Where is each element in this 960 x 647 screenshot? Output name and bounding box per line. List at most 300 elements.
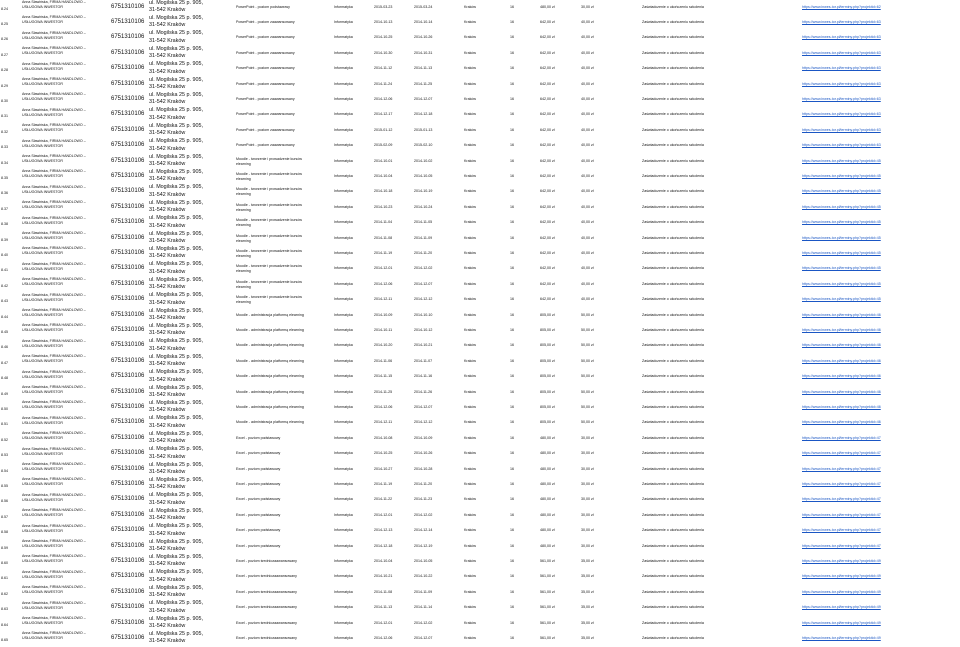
- certificate-type: Zaświadczenie o ukończeniu szkolenia: [642, 127, 704, 132]
- company-address: [149, 600, 235, 615]
- course-vat: 50,00 zł: [581, 327, 594, 332]
- course-name: Moodle - administracja platformą elearning: [236, 420, 304, 425]
- company-nip: 6751310106: [111, 34, 145, 41]
- company-name-line1: Anna Sławińska, FIRMA HANDLOWO –: [22, 231, 86, 235]
- course-link[interactable]: https://www.inwes-tor.pl/terminy.php?projektid=63: [802, 50, 881, 55]
- course-vat: 40,00 zł: [581, 235, 594, 240]
- address-city: 31-542 Kraków: [149, 607, 186, 614]
- course-vat: 30,00 zł: [581, 528, 594, 533]
- end-date: 2014-11-14: [414, 605, 433, 610]
- course-hours: 16: [510, 605, 514, 610]
- course-hours: 16: [510, 220, 514, 225]
- course-link[interactable]: https://www.inwes-tor.pl/terminy.php?projektid=49: [802, 620, 881, 625]
- address-street: ul. Mogilska 25 p. 905,: [149, 446, 203, 453]
- course-link[interactable]: https://www.inwes-tor.pl/terminy.php?projektid=46: [802, 358, 881, 363]
- course-link[interactable]: https://www.inwes-tor.pl/terminy.php?projektid=62: [802, 4, 881, 9]
- start-date: 2014-12-06: [374, 96, 393, 101]
- address-city: 31-542 Kraków: [149, 22, 186, 29]
- course-hours: 16: [510, 451, 514, 456]
- company-name-line1: Anna Sławińska, FIRMA HANDLOWO –: [22, 215, 86, 220]
- course-city: Kraków: [464, 497, 476, 502]
- course-hours: 16: [510, 404, 514, 409]
- course-link[interactable]: https://www.inwes-tor.pl/terminy.php?projektid=47: [802, 481, 881, 486]
- table-row: [0, 569, 960, 584]
- end-date: 2014-12-07: [414, 635, 433, 640]
- address-city: 31-542 Kraków: [149, 99, 186, 106]
- company-name: [22, 46, 110, 61]
- company-name-line1: Anna Sławińska, FIRMA HANDLOWO –: [22, 0, 86, 4]
- company-name-line1: Anna Sławińska, FIRMA HANDLOWO –: [22, 30, 86, 35]
- company-name-line2: USŁUGOWA INWESTOR: [22, 528, 63, 533]
- company-nip: 6751310106: [111, 65, 145, 72]
- course-link[interactable]: https://www.inwes-tor.pl/terminy.php?projektid=46: [802, 327, 881, 332]
- course-hours: 16: [510, 4, 514, 9]
- course-name-line1: Moodle - tworzenie i prowadzenie kursów: [236, 264, 302, 269]
- address-city: 31-542 Kraków: [149, 207, 186, 214]
- course-city: Kraków: [464, 404, 476, 409]
- row-number: 8.56: [1, 499, 8, 504]
- row-number: 8.41: [1, 268, 8, 273]
- course-link[interactable]: https://www.inwes-tor.pl/terminy.php?projektid=49: [802, 589, 881, 594]
- row-number: 8.30: [1, 98, 8, 103]
- address-street: ul. Mogilska 25 p. 905,: [149, 122, 203, 129]
- company-name: [22, 77, 110, 92]
- company-nip: 6751310106: [111, 326, 145, 333]
- table-row: [0, 0, 960, 15]
- end-date: 2014-12-12: [414, 420, 433, 425]
- course-hours: 16: [510, 466, 514, 471]
- company-address: [149, 539, 235, 554]
- company-name-line2: USŁUGOWA INWESTOR: [22, 451, 63, 456]
- course-link[interactable]: https://www.inwes-tor.pl/terminy.php?projektid=49: [802, 574, 881, 579]
- company-name-line1: Anna Sławińska, FIRMA HANDLOWO –: [22, 446, 86, 451]
- end-date: 2014-12-02: [414, 512, 433, 517]
- row-number: 8.38: [1, 222, 8, 227]
- certificate-type: Zaświadczenie o ukończeniu szkolenia: [642, 66, 704, 71]
- course-name: PowerPoint - poziom zaawansowany: [236, 19, 295, 24]
- course-category: Informatyka: [334, 451, 353, 456]
- company-name-line2: USŁUGOWA INWESTOR: [22, 574, 63, 579]
- company-name-line2: USŁUGOWA INWESTOR: [22, 51, 63, 56]
- company-name-line2: USŁUGOWA INWESTOR: [22, 5, 63, 9]
- course-name-line2: elearning: [236, 253, 251, 258]
- address-street: ul. Mogilska 25 p. 905,: [149, 630, 203, 637]
- company-name: [22, 477, 110, 492]
- course-category: Informatyka: [334, 35, 353, 40]
- course-vat: 30,00 zł: [581, 543, 594, 548]
- certificate-type: Zaświadczenie o ukończeniu szkolenia: [642, 481, 704, 486]
- company-name-line1: Anna Sławińska, FIRMA HANDLOWO –: [22, 508, 86, 513]
- end-date: 2014-10-02: [414, 158, 433, 163]
- course-link[interactable]: https://www.inwes-tor.pl/terminy.php?projektid=49: [802, 558, 881, 563]
- start-date: 2014-11-08: [374, 235, 393, 240]
- course-category: Informatyka: [334, 4, 353, 9]
- course-city: Kraków: [464, 127, 476, 132]
- course-name: Excel - poziom podstawowy: [236, 512, 281, 517]
- course-hours: 16: [510, 635, 514, 640]
- address-street: ul. Mogilska 25 p. 905,: [149, 553, 203, 560]
- company-name-line2: USŁUGOWA INWESTOR: [22, 220, 63, 225]
- course-category: Informatyka: [334, 605, 353, 610]
- certificate-type: Zaświadczenie o ukończeniu szkolenia: [642, 635, 704, 640]
- certificate-type: Zaświadczenie o ukończeniu szkolenia: [642, 358, 704, 363]
- course-name-line1: Moodle - tworzenie i prowadzenie kursów: [236, 295, 302, 300]
- course-vat: 35,00 zł: [581, 620, 594, 625]
- company-name-line1: Anna Sławińska, FIRMA HANDLOWO –: [22, 107, 86, 112]
- company-name-line1: Anna Sławińska, FIRMA HANDLOWO –: [22, 462, 86, 466]
- course-category: Informatyka: [334, 66, 353, 71]
- course-price: 805,00 zł: [540, 358, 555, 363]
- table-row: [0, 123, 960, 138]
- company-name-line1: Anna Sławińska, FIRMA HANDLOWO –: [22, 492, 86, 497]
- course-vat: 40,00 zł: [581, 281, 594, 286]
- certificate-type: Zaświadczenie o ukończeniu szkolenia: [642, 558, 704, 563]
- certificate-type: Zaświadczenie o ukończeniu szkolenia: [642, 112, 704, 117]
- address-street: ul. Mogilska 25 p. 905,: [149, 199, 203, 206]
- course-vat: 35,00 zł: [581, 589, 594, 594]
- end-date: 2014-11-09: [414, 235, 433, 240]
- address-city: 31-542 Kraków: [149, 484, 186, 491]
- row-number: 8.52: [1, 437, 8, 442]
- row-number: 8.58: [1, 530, 8, 535]
- company-nip: 6751310106: [111, 142, 145, 149]
- certificate-type: Zaświadczenie o ukończeniu szkolenia: [642, 297, 704, 302]
- course-city: Kraków: [464, 35, 476, 40]
- course-city: Kraków: [464, 528, 476, 533]
- address-city: 31-542 Kraków: [149, 238, 186, 244]
- table-row: [0, 369, 960, 384]
- course-category: Informatyka: [334, 173, 353, 178]
- table-row: [0, 231, 960, 246]
- course-city: Kraków: [464, 204, 476, 209]
- company-name: [22, 277, 110, 292]
- course-city: Kraków: [464, 96, 476, 101]
- course-city: Kraków: [464, 112, 476, 117]
- certificate-type: Zaświadczenie o ukończeniu szkolenia: [642, 235, 704, 240]
- table-row: [0, 107, 960, 122]
- course-vat: 40,00 zł: [581, 266, 594, 271]
- course-link[interactable]: https://www.inwes-tor.pl/terminy.php?projektid=47: [802, 528, 881, 533]
- course-link[interactable]: https://www.inwes-tor.pl/terminy.php?projektid=47: [802, 512, 881, 517]
- certificate-type: Zaświadczenie o ukończeniu szkolenia: [642, 435, 704, 440]
- course-city: Kraków: [464, 574, 476, 579]
- course-city: Kraków: [464, 543, 476, 548]
- company-nip: 6751310106: [111, 357, 145, 364]
- course-name: Excel - poziom podstawowy: [236, 497, 281, 502]
- course-link[interactable]: https://www.inwes-tor.pl/terminy.php?projektid=45: [802, 297, 881, 302]
- course-link[interactable]: https://www.inwes-tor.pl/terminy.php?projektid=63: [802, 143, 881, 148]
- company-address: [149, 138, 235, 153]
- address-street: ul. Mogilska 25 p. 905,: [149, 45, 203, 52]
- company-name: [22, 354, 110, 369]
- course-name: Excel - poziom podstawowy: [236, 466, 281, 471]
- course-link[interactable]: https://www.inwes-tor.pl/terminy.php?projektid=46: [802, 343, 881, 348]
- course-name-line2: elearning: [236, 176, 251, 181]
- course-link[interactable]: https://www.inwes-tor.pl/terminy.php?projektid=45: [802, 173, 881, 178]
- row-number: 8.44: [1, 314, 8, 319]
- course-hours: 16: [510, 189, 514, 194]
- company-address: [149, 616, 235, 631]
- course-link[interactable]: https://www.inwes-tor.pl/terminy.php?projektid=63: [802, 81, 881, 86]
- course-link[interactable]: https://www.inwes-tor.pl/terminy.php?projektid=45: [802, 235, 881, 240]
- company-nip: 6751310106: [111, 203, 145, 210]
- address-city: 31-542 Kraków: [149, 84, 186, 90]
- course-vat: 40,00 zł: [581, 35, 594, 40]
- company-nip: 6751310106: [111, 604, 145, 611]
- table-row: [0, 308, 960, 323]
- course-name: Excel - poziom podstawowy: [236, 543, 281, 548]
- company-nip: 6751310106: [111, 557, 145, 564]
- company-name: [22, 400, 110, 415]
- course-link[interactable]: https://www.inwes-tor.pl/terminy.php?projektid=45: [802, 220, 881, 225]
- company-name: [22, 616, 110, 631]
- course-vat: 40,00 zł: [581, 158, 594, 163]
- company-name: [22, 508, 110, 523]
- course-city: Kraków: [464, 327, 476, 332]
- course-link[interactable]: https://www.inwes-tor.pl/terminy.php?projektid=45: [802, 158, 881, 163]
- course-name: Moodle - administracja platformą elearning: [236, 358, 304, 363]
- end-date: 2014-12-02: [414, 266, 433, 271]
- table-row: [0, 354, 960, 369]
- course-category: Informatyka: [334, 620, 353, 625]
- address-city: 31-542 Kraków: [149, 345, 186, 352]
- row-number: 8.48: [1, 376, 8, 381]
- company-name-line2: USŁUGOWA INWESTOR: [22, 497, 63, 502]
- company-name: [22, 0, 110, 15]
- company-address: [149, 46, 235, 61]
- course-category: Informatyka: [334, 435, 353, 440]
- course-vat: 50,00 zł: [581, 374, 594, 379]
- course-link[interactable]: https://www.inwes-tor.pl/terminy.php?projektid=63: [802, 96, 881, 101]
- company-name-line1: Anna Sławińska, FIRMA HANDLOWO –: [22, 338, 86, 343]
- company-address: [149, 369, 235, 384]
- course-link[interactable]: https://www.inwes-tor.pl/terminy.php?projektid=46: [802, 374, 881, 379]
- company-name-line2: USŁUGOWA INWESTOR: [22, 343, 63, 348]
- company-name: [22, 570, 110, 585]
- address-city: 31-542 Kraków: [149, 546, 186, 552]
- certificate-type: Zaświadczenie o ukończeniu szkolenia: [642, 19, 704, 24]
- course-category: Informatyka: [334, 497, 353, 502]
- company-nip: 6751310106: [111, 219, 145, 226]
- course-link[interactable]: https://www.inwes-tor.pl/terminy.php?projektid=47: [802, 451, 881, 456]
- course-price: 480,00 zł: [540, 528, 555, 533]
- row-number: 8.29: [1, 83, 8, 88]
- start-date: 2015-02-09: [374, 143, 393, 148]
- end-date: 2014-11-23: [414, 497, 433, 502]
- company-nip: 6751310106: [111, 480, 145, 487]
- row-number: 8.51: [1, 422, 8, 427]
- course-city: Kraków: [464, 281, 476, 286]
- course-category: Informatyka: [334, 281, 353, 286]
- course-hours: 16: [510, 127, 514, 132]
- course-hours: 16: [510, 250, 514, 255]
- course-hours: 16: [510, 204, 514, 209]
- company-address: [149, 292, 235, 307]
- course-hours: 16: [510, 327, 514, 332]
- row-number: 8.27: [1, 52, 8, 57]
- start-date: 2014-11-22: [374, 497, 393, 502]
- end-date: 2014-10-28: [414, 466, 433, 471]
- certificate-type: Zaświadczenie o ukończeniu szkolenia: [642, 620, 704, 625]
- company-address: [149, 200, 235, 215]
- end-date: 2014-11-20: [414, 250, 433, 255]
- course-hours: 16: [510, 112, 514, 117]
- table-row: [0, 385, 960, 400]
- end-date: 2014-10-21: [414, 343, 433, 348]
- course-price: 642,00 zł: [540, 143, 555, 148]
- course-price: 642,00 zł: [540, 112, 555, 117]
- company-name-line1: Anna Sławińska, FIRMA HANDLOWO –: [22, 369, 86, 374]
- company-nip: 6751310106: [111, 188, 145, 195]
- end-date: 2014-12-07: [414, 96, 433, 101]
- company-nip: 6751310106: [111, 172, 145, 179]
- address-city: 31-542 Kraków: [149, 130, 186, 137]
- course-vat: 50,00 zł: [581, 312, 594, 317]
- course-link[interactable]: https://www.inwes-tor.pl/terminy.php?projektid=49: [802, 635, 881, 640]
- company-nip: 6751310106: [111, 373, 145, 380]
- address-street: ul. Mogilska 25 p. 905,: [149, 322, 203, 329]
- end-date: 2014-11-05: [414, 220, 433, 225]
- company-nip: 6751310106: [111, 296, 145, 303]
- address-city: 31-542 Kraków: [149, 515, 186, 522]
- course-city: Kraków: [464, 66, 476, 71]
- company-address: [149, 446, 235, 461]
- certificate-type: Zaświadczenie o ukończeniu szkolenia: [642, 374, 704, 379]
- company-name-line1: Anna Sławińska, FIRMA HANDLOWO –: [22, 61, 86, 66]
- company-name-line1: Anna Sławińska, FIRMA HANDLOWO –: [22, 431, 86, 436]
- address-street: ul. Mogilska 25 p. 905,: [149, 584, 203, 591]
- course-price: 642,00 zł: [540, 250, 555, 255]
- company-name-line1: Anna Sławińska, FIRMA HANDLOWO –: [22, 261, 86, 266]
- table-row: [0, 30, 960, 45]
- end-date: 2014-10-12: [414, 327, 433, 332]
- course-link[interactable]: https://www.inwes-tor.pl/terminy.php?projektid=47: [802, 435, 881, 440]
- course-link[interactable]: https://www.inwes-tor.pl/terminy.php?projektid=47: [802, 543, 881, 548]
- table-row: [0, 292, 960, 307]
- company-nip: 6751310106: [111, 527, 145, 534]
- company-address: [149, 92, 235, 107]
- company-nip: 6751310106: [111, 342, 145, 349]
- course-link[interactable]: https://www.inwes-tor.pl/terminy.php?projektid=46: [802, 420, 881, 425]
- course-link[interactable]: https://www.inwes-tor.pl/terminy.php?projektid=49: [802, 605, 881, 610]
- address-street: ul. Mogilska 25 p. 905,: [149, 569, 203, 576]
- row-number: 8.54: [1, 468, 8, 473]
- course-category: Informatyka: [334, 266, 353, 271]
- company-name-line2: USŁUGOWA INWESTOR: [22, 420, 63, 425]
- course-vat: 40,00 zł: [581, 173, 594, 178]
- course-link[interactable]: https://www.inwes-tor.pl/terminy.php?projektid=63: [802, 66, 881, 71]
- course-link[interactable]: https://www.inwes-tor.pl/terminy.php?projektid=45: [802, 266, 881, 271]
- course-vat: 50,00 zł: [581, 404, 594, 409]
- company-nip: 6751310106: [111, 265, 145, 272]
- course-link[interactable]: https://www.inwes-tor.pl/terminy.php?projektid=63: [802, 112, 881, 117]
- course-link[interactable]: https://www.inwes-tor.pl/terminy.php?projektid=47: [802, 497, 881, 502]
- address-city: 31-542 Kraków: [149, 284, 186, 291]
- certificate-type: Zaświadczenie o ukończeniu szkolenia: [642, 266, 704, 271]
- course-price: 480,00 zł: [540, 451, 555, 456]
- certificate-type: Zaświadczenie o ukończeniu szkolenia: [642, 81, 704, 86]
- course-city: Kraków: [464, 620, 476, 625]
- course-link[interactable]: https://www.inwes-tor.pl/terminy.php?projektid=47: [802, 466, 881, 471]
- company-name: [22, 31, 110, 46]
- company-address: [149, 0, 235, 15]
- company-nip: 6751310106: [111, 3, 145, 10]
- end-date: 2014-10-10: [414, 312, 433, 317]
- course-link[interactable]: https://www.inwes-tor.pl/terminy.php?projektid=46: [802, 389, 881, 394]
- course-category: Informatyka: [334, 512, 353, 517]
- company-name-line1: Anna Sławińska, FIRMA HANDLOWO –: [22, 631, 86, 636]
- course-link[interactable]: https://www.inwes-tor.pl/terminy.php?projektid=45: [802, 281, 881, 286]
- course-link[interactable]: https://www.inwes-tor.pl/terminy.php?projektid=45: [802, 250, 881, 255]
- course-city: Kraków: [464, 420, 476, 425]
- company-name-line1: Anna Sławińska, FIRMA HANDLOWO –: [22, 308, 86, 312]
- row-number: 8.26: [1, 37, 8, 42]
- address-city: 31-542 Kraków: [149, 576, 186, 583]
- course-hours: 16: [510, 574, 514, 579]
- course-link[interactable]: https://www.inwes-tor.pl/terminy.php?projektid=46: [802, 404, 881, 409]
- course-name: Excel - poziom podstawowy: [236, 451, 281, 456]
- company-address: [149, 631, 235, 646]
- course-hours: 16: [510, 343, 514, 348]
- course-link[interactable]: https://www.inwes-tor.pl/terminy.php?projektid=45: [802, 204, 881, 209]
- course-link[interactable]: https://www.inwes-tor.pl/terminy.php?projektid=63: [802, 19, 881, 24]
- company-name-line2: USŁUGOWA INWESTOR: [22, 66, 63, 71]
- start-date: 2014-11-08: [374, 589, 393, 594]
- company-name: [22, 139, 110, 154]
- company-name-line2: USŁUGOWA INWESTOR: [22, 266, 63, 271]
- course-price: 642,00 zł: [540, 204, 555, 209]
- course-link[interactable]: https://www.inwes-tor.pl/terminy.php?projektid=46: [802, 312, 881, 317]
- start-date: 2014-11-13: [374, 605, 393, 610]
- course-category: Informatyka: [334, 404, 353, 409]
- company-name-line2: USŁUGOWA INWESTOR: [22, 605, 63, 610]
- end-date: 2014-12-07: [414, 281, 433, 286]
- table-row: [0, 277, 960, 292]
- course-link[interactable]: https://www.inwes-tor.pl/terminy.php?projektid=63: [802, 127, 881, 132]
- company-name: [22, 323, 110, 338]
- row-number: 8.37: [1, 206, 8, 211]
- certificate-type: Zaświadczenie o ukończeniu szkolenia: [642, 420, 704, 425]
- course-hours: 16: [510, 543, 514, 548]
- company-address: [149, 508, 235, 523]
- table-row: [0, 169, 960, 184]
- company-address: [149, 354, 235, 369]
- company-nip: 6751310106: [111, 573, 145, 580]
- certificate-type: Zaświadczenie o ukończeniu szkolenia: [642, 589, 704, 594]
- address-street: ul. Mogilska 25 p. 905,: [149, 276, 203, 283]
- course-link[interactable]: https://www.inwes-tor.pl/terminy.php?projektid=45: [802, 189, 881, 194]
- course-hours: 16: [510, 312, 514, 317]
- address-city: 31-542 Kraków: [149, 376, 186, 383]
- course-city: Kraków: [464, 81, 476, 86]
- company-nip: 6751310106: [111, 234, 145, 241]
- company-name-line1: Anna Sławińska, FIRMA HANDLOWO –: [22, 354, 86, 359]
- certificate-type: Zaświadczenie o ukończeniu szkolenia: [642, 189, 704, 194]
- course-hours: 16: [510, 481, 514, 486]
- course-category: Informatyka: [334, 297, 353, 302]
- start-date: 2014-10-18: [374, 189, 393, 194]
- course-price: 805,00 zł: [540, 420, 555, 425]
- address-street: ul. Mogilska 25 p. 905,: [149, 476, 203, 483]
- course-vat: 40,00 zł: [581, 127, 594, 132]
- course-link[interactable]: https://www.inwes-tor.pl/terminy.php?projektid=63: [802, 35, 881, 40]
- end-date: 2014-10-26: [414, 451, 433, 456]
- row-number: 8.34: [1, 160, 8, 165]
- start-date: 2014-12-06: [374, 635, 393, 640]
- course-city: Kraków: [464, 173, 476, 178]
- course-name: PowerPoint - poziom zaawansowany: [236, 50, 295, 55]
- course-name: Excel - poziom średniozaawansowany: [236, 589, 297, 594]
